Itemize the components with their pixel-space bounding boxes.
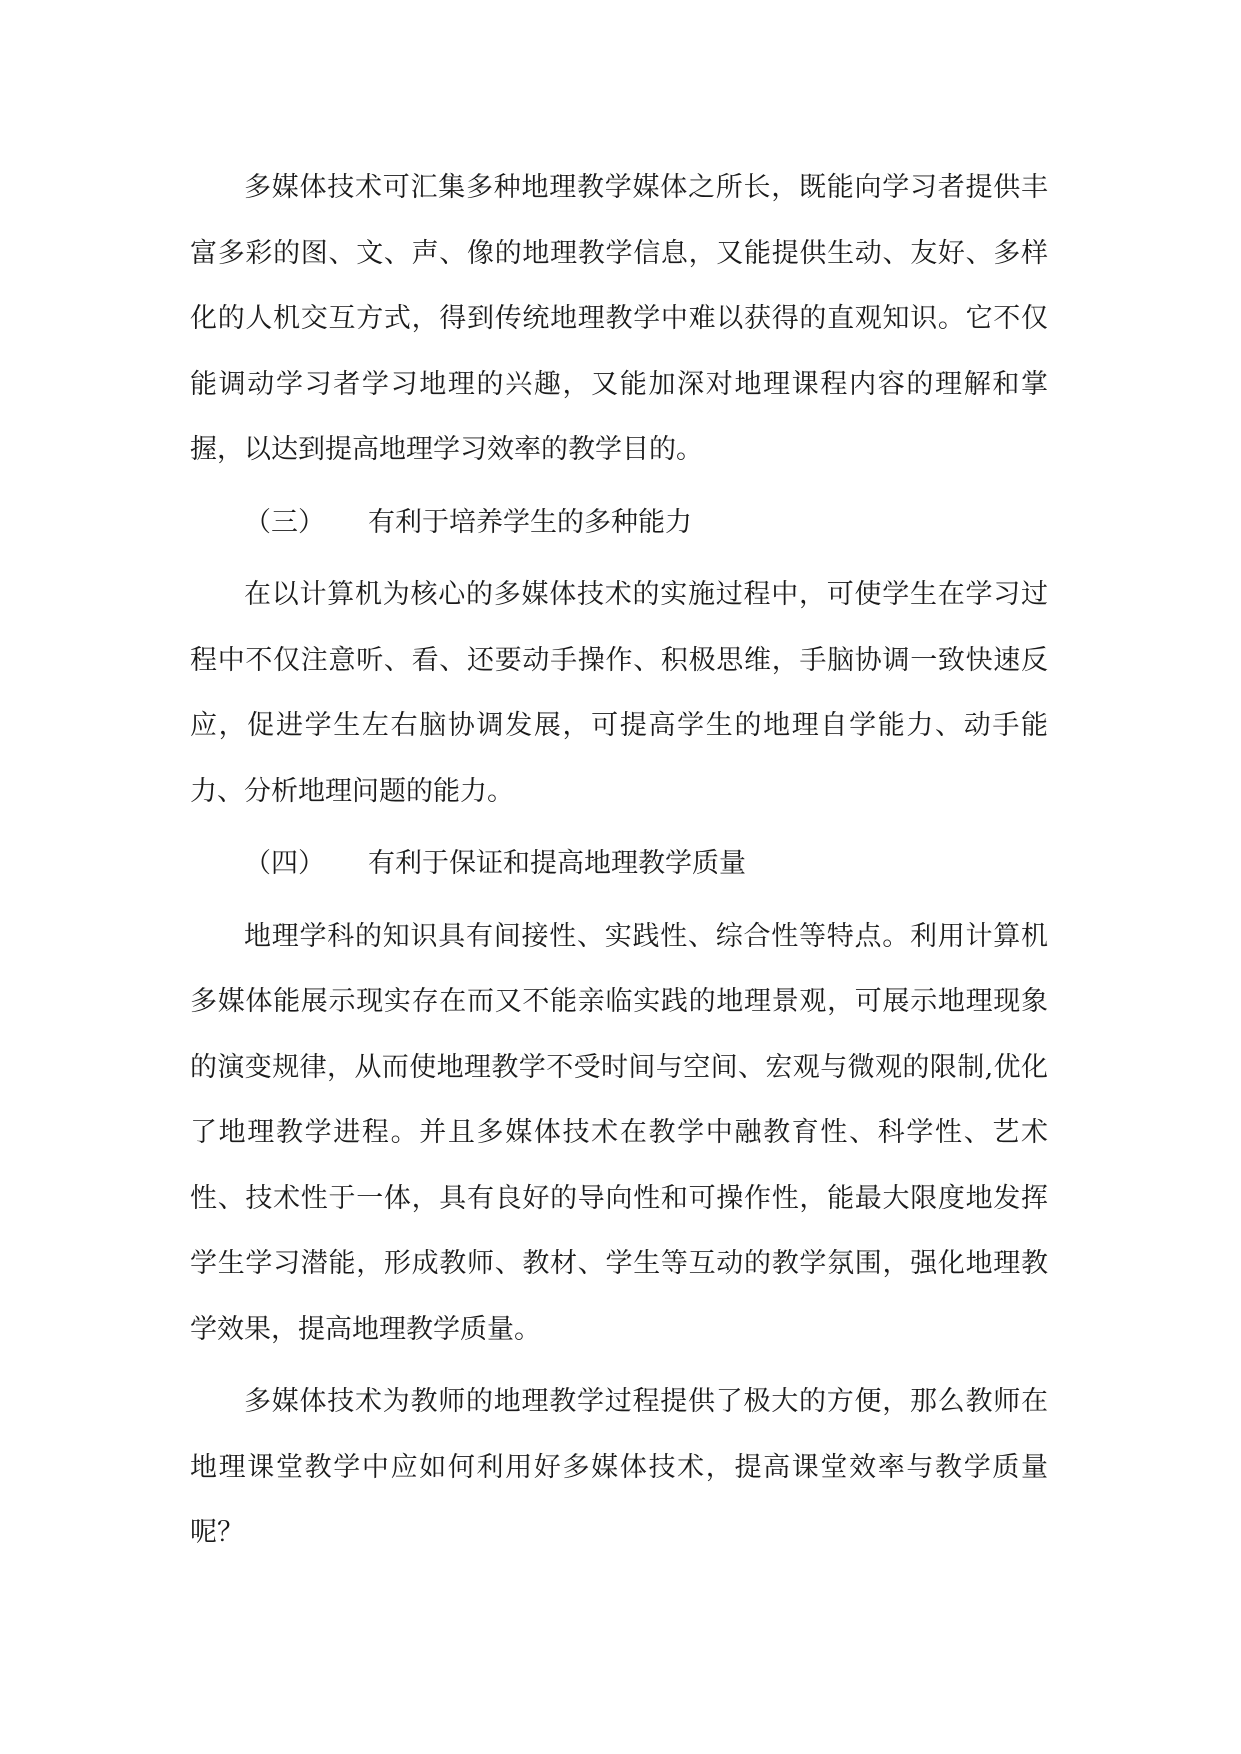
section-number-3: （三） (244, 506, 325, 538)
section-title-3: 有利于培养学生的多种能力 (368, 506, 692, 538)
section-heading-4 (190, 831, 1048, 897)
section-number-4: （四） (244, 848, 325, 879)
paragraph-student-abilities: 在以计算机为核心的多媒体技术的实施过程中，可使学生在学习过程中不仅注意听、看、还要动手操作、积极思维，手脑协调一致快速反应，促进学生左右脑协调发展，可提高学生的地理自学能力、动手能力、分析地理问题的能力。 (190, 579, 1048, 807)
paragraph-multimedia-advantages: 多媒体技术可汇集多种地理教学媒体之所长，既能向学习者提供丰富多彩的图、文、声、像的地理教学信息，又能提供生动、友好、多样化的人机交互方式，得到传统地理教学中难以获得的直观知识。它不仅能调动学习者学习地理的兴趣，又能加深对地理课程内容的理解和掌握，以达到提高地理学习效率的教学目的。 (190, 172, 1048, 465)
section-title-4: 有利于保证和提高地理教学质量 (368, 848, 746, 879)
paragraph-teaching-quality: 地理学科的知识具有间接性、实践性、综合性等特点。利用计算机多媒体能展示现实存在而又不能亲临实践的地理景观，可展示地理现象的演变规律，从而使地理教学不受时间与空间、宏观与微观的限制,优化了地理教学进程。并且多媒体技术在教学中融教育性、科学性、艺术性、技术性于一体，具有良好的导向性和可操作性，能最大限度地发挥学生学习潜能，形成教师、教材、学生等互动的教学氛围，强化地理教学效果，提高地理教学质量。 (190, 920, 1048, 1345)
paragraph-closing-question: 多媒体技术为教师的地理教学过程提供了极大的方便，那么教师在地理课堂教学中应如何利用好多媒体技术，提高课堂效率与教学质量呢？ (190, 1386, 1048, 1548)
document-body (190, 155, 1048, 1566)
section-heading-3 (190, 490, 1048, 556)
